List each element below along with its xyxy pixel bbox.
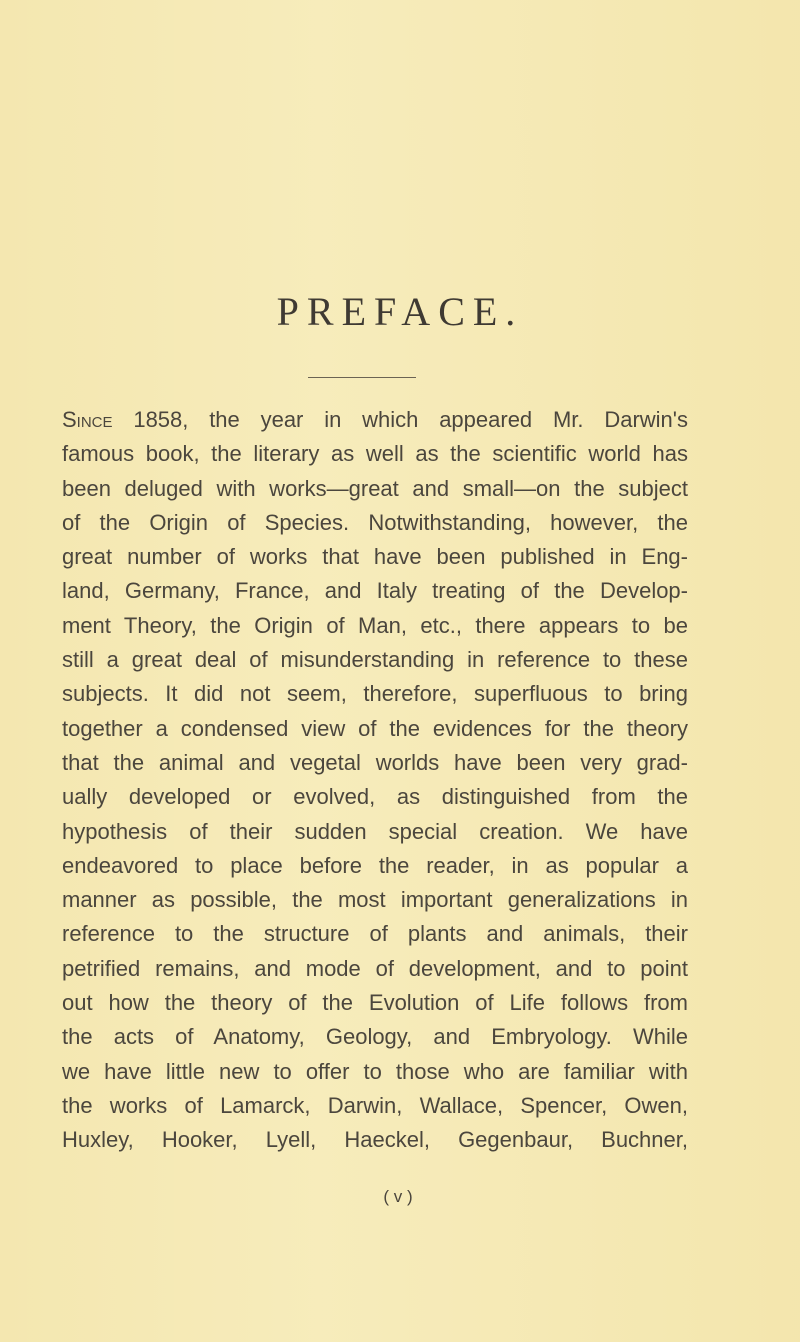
body-line: that the animal and vegetal worlds have been very grad- — [62, 749, 688, 775]
body-line: manner as possible, the most important generalizations in — [62, 887, 688, 913]
body-line: Huxley, Hooker, Lyell, Haeckel, Gegenbaur, Buchner, — [62, 1127, 688, 1153]
body-line: famous book, the literary as well as the scientific world has — [62, 441, 688, 467]
body-line: hypothesis of their sudden special creation. We have — [62, 818, 688, 844]
body-line: together a condensed view of the evidences for the theory — [62, 715, 688, 741]
body-line: the acts of Anatomy, Geology, and Embryology. While — [62, 1024, 688, 1050]
body-line: ment Theory, the Origin of Man, etc., there appears to be — [62, 612, 688, 638]
body-line: reference to the structure of plants and animals, their — [62, 921, 688, 947]
body-line: the works of Lamarck, Darwin, Wallace, Spencer, Owen, — [62, 1092, 688, 1118]
body-line: ually developed or evolved, as distinguished from the — [62, 784, 688, 810]
page-title: PREFACE. — [276, 289, 524, 334]
body-line: land, Germany, France, and Italy treating of the Develop- — [62, 578, 688, 604]
body-line — [62, 403, 688, 437]
opening-word: Since — [62, 407, 113, 432]
body-line: endeavored to place before the reader, in as popular a — [62, 852, 688, 878]
title-rule — [308, 377, 416, 378]
body-line: been deluged with works—great and small—on the subject — [62, 475, 688, 501]
body-line: of the Origin of Species. Notwithstanding, however, the — [62, 509, 688, 535]
body-line: subjects. It did not seem, therefore, superfluous to bring — [62, 681, 688, 707]
line-text: 1858, the year in which appeared Mr. Darwin's — [112, 407, 688, 432]
body-line: out how the theory of the Evolution of Life follows from — [62, 990, 688, 1016]
preface-body — [62, 403, 688, 1158]
body-line: still a great deal of misunderstanding in reference to these — [62, 647, 688, 673]
page-number: ( v ) — [383, 1187, 413, 1206]
body-line: great number of works that have been published in Eng- — [62, 544, 688, 570]
body-line: we have little new to offer to those who are familiar with — [62, 1058, 688, 1084]
body-line: petrified remains, and mode of development, and to point — [62, 955, 688, 981]
